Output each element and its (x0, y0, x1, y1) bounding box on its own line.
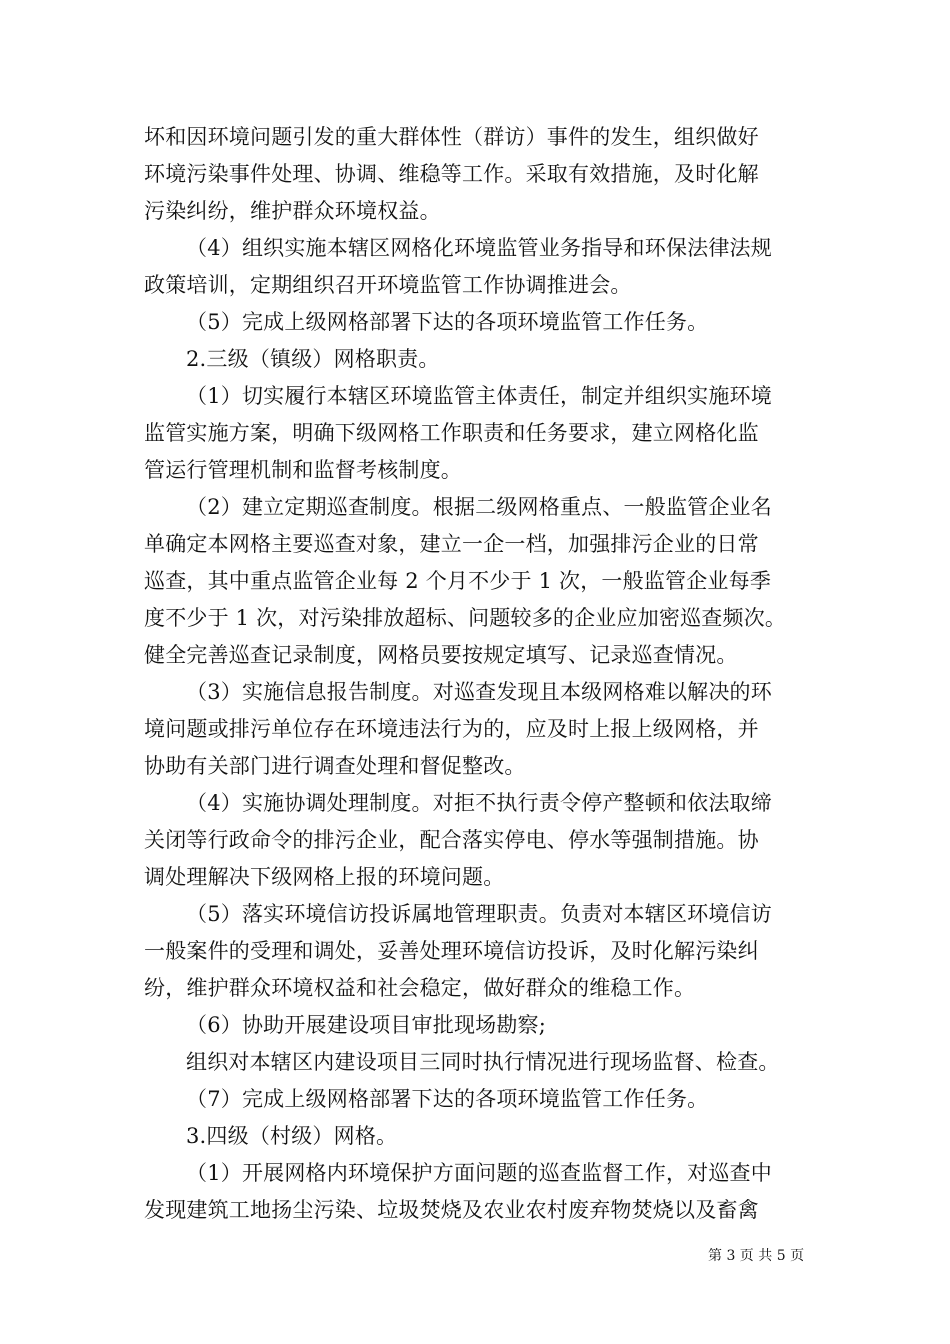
text-line: （5）完成上级网格部署下达的各项环境监管工作任务。 (186, 310, 709, 334)
text-line: （7）完成上级网格部署下达的各项环境监管工作任务。 (186, 1087, 709, 1111)
text-line: 管运行管理机制和监督考核制度。 (144, 458, 462, 482)
text-line: 关闭等行政命令的排污企业，配合落实停电、停水等强制措施。协 (144, 828, 759, 852)
document-body (144, 119, 824, 1229)
text-line: 协助有关部门进行调查处理和督促整改。 (144, 754, 526, 778)
text-line: （6）协助开展建设项目审批现场勘察; (186, 1013, 547, 1037)
text-line: 巡查，其中重点监管企业每 2 个月不少于 1 次，一般监管企业每季 (144, 569, 772, 593)
page-number: 第 3 页 共 5 页 (708, 1248, 805, 1264)
text-line: （1）切实履行本辖区环境监管主体责任，制定并组织实施环境 (186, 384, 772, 408)
text-line: 调处理解决下级网格上报的环境问题。 (144, 865, 505, 889)
text-line: 政策培训，定期组织召开环境监管工作协调推进会。 (144, 273, 632, 297)
text-line: （2）建立定期巡查制度。根据二级网格重点、一般监管企业名 (186, 495, 772, 519)
text-line: （5）落实环境信访投诉属地管理职责。负责对本辖区环境信访 (186, 902, 772, 926)
text-line: 发现建筑工地扬尘污染、垃圾焚烧及农业农村废弃物焚烧以及畜禽 (144, 1198, 759, 1222)
text-line: 3.四级（村级）网格。 (186, 1124, 398, 1148)
text-line: 健全完善巡查记录制度，网格员要按规定填写、记录巡查情况。 (144, 643, 738, 667)
text-line: （1）开展网格内环境保护方面问题的巡查监督工作，对巡查中 (186, 1161, 772, 1185)
text-line: 一般案件的受理和调处，妥善处理环境信访投诉，及时化解污染纠 (144, 939, 759, 963)
text-line: （4）组织实施本辖区网格化环境监管业务指导和环保法律法规 (186, 236, 772, 260)
text-line: （3）实施信息报告制度。对巡查发现且本级网格难以解决的环 (186, 680, 772, 704)
text-line: 度不少于 1 次，对污染排放超标、问题较多的企业应加密巡查频次。 (144, 606, 787, 630)
text-line: 单确定本网格主要巡查对象，建立一企一档，加强排污企业的日常 (144, 532, 759, 556)
text-line: 坏和因环境问题引发的重大群体性（群访）事件的发生，组织做好 (144, 125, 759, 149)
text-line: 纷，维护群众环境权益和社会稳定，做好群众的维稳工作。 (144, 976, 696, 1000)
text-line: （4）实施协调处理制度。对拒不执行责令停产整顿和依法取缔 (186, 791, 772, 815)
text-line: 监管实施方案，明确下级网格工作职责和任务要求，建立网格化监 (144, 421, 759, 445)
text-line: 2.三级（镇级）网格职责。 (186, 347, 440, 371)
text-line: 境问题或排污单位存在环境违法行为的，应及时上报上级网格，并 (144, 717, 759, 741)
text-line: 组织对本辖区内建设项目三同时执行情况进行现场监督、检查。 (186, 1050, 780, 1074)
text-line: 污染纠纷，维护群众环境权益。 (144, 199, 441, 223)
text-line: 环境污染事件处理、协调、维稳等工作。采取有效措施，及时化解 (144, 162, 759, 186)
